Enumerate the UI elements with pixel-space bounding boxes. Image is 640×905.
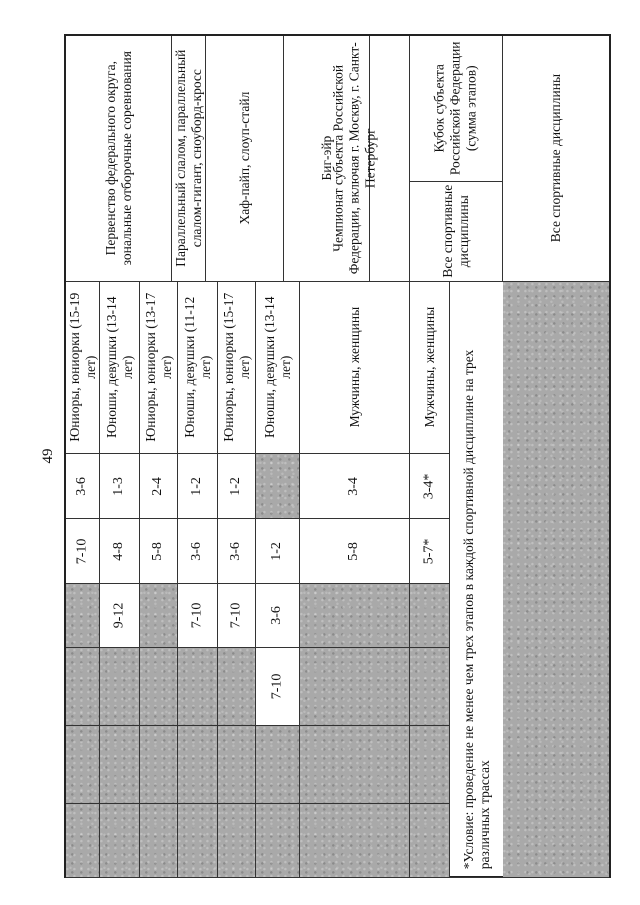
shaded-cell [66, 648, 100, 726]
rank-requirements-table [64, 34, 611, 878]
age-cell [100, 282, 140, 454]
value-cell [100, 584, 140, 648]
shaded-cell [300, 584, 410, 648]
discipline-name: Хаф-пайп, слоуп-стайл [236, 92, 252, 225]
discipline-name: Все спортивные дисциплины [439, 185, 471, 278]
discipline-name: Все спортивные дисциплины [547, 74, 563, 243]
value-cell [218, 519, 256, 584]
value: 7-10 [228, 602, 244, 629]
age-group: Юноши, девушки (13-14 лет) [261, 296, 293, 439]
shaded-cell [218, 804, 256, 878]
value: 5-7* [421, 538, 437, 564]
value-cell [178, 519, 218, 584]
value: 9-12 [111, 602, 127, 629]
age-cell [66, 282, 100, 454]
shaded-cell [178, 726, 218, 804]
shaded-cell [140, 804, 178, 878]
value: 7-10 [74, 538, 90, 564]
value: 4-8 [111, 541, 127, 561]
age-group: Мужчины, женщины [346, 307, 362, 428]
value: 3-6 [269, 606, 285, 625]
shaded-cell [100, 648, 140, 726]
discipline-name: Параллельный слалом, параллельный слалом-гигант, сноуборд-кросс [172, 49, 204, 268]
value: 3-6 [74, 476, 90, 496]
competition-cell-1 [66, 36, 172, 282]
age-cell [300, 282, 410, 454]
discipline-cell [206, 36, 284, 282]
shaded-cell [100, 726, 140, 804]
age-group: Юноши, девушки (13-14 лет) [103, 296, 135, 439]
value-cell [256, 584, 300, 648]
shaded-cell [256, 726, 300, 804]
shaded-cell [300, 648, 410, 726]
value: 2-4 [150, 476, 166, 496]
shaded-cell [300, 726, 410, 804]
value-cell [100, 454, 140, 519]
age-cell [140, 282, 178, 454]
age-cell [256, 282, 300, 454]
discipline-cell [172, 36, 206, 282]
value: 1-2 [228, 476, 244, 496]
shaded-cell [178, 804, 218, 878]
discipline-cell-2 [503, 36, 609, 282]
shaded-cell [100, 804, 140, 878]
value: 7-10 [189, 602, 205, 629]
value: 3-4* [421, 473, 437, 499]
value: 5-8 [346, 541, 362, 561]
age-cell [410, 282, 450, 454]
value-cell [66, 519, 100, 584]
value-cell [300, 454, 410, 519]
shaded-cell [66, 804, 100, 878]
value: 1-2 [189, 476, 205, 496]
shaded-cell [178, 648, 218, 726]
value: 7-10 [269, 673, 285, 700]
value-cell [178, 584, 218, 648]
age-group: Юниоры, юниорки (15-17 лет) [220, 293, 252, 442]
value-cell [100, 519, 140, 584]
shaded-cell [410, 726, 450, 804]
shaded-cell [140, 648, 178, 726]
value-cell [410, 454, 450, 519]
competition-cell-2 [300, 36, 410, 282]
value: 1-3 [111, 476, 127, 496]
value-cell [218, 454, 256, 519]
value-cell [256, 648, 300, 726]
value-cell [256, 519, 300, 584]
shaded-cell [256, 804, 300, 878]
competition-name: Кубок субъекта Российской Федерации (сумма этапов) [431, 41, 480, 176]
shaded-cell [300, 804, 410, 878]
shaded-cell [140, 584, 178, 648]
value-cell [300, 519, 410, 584]
shaded-cell [218, 648, 256, 726]
value-cell [178, 454, 218, 519]
competition-name: Первенство федерального округа, зональные отборочные соревнования [102, 51, 134, 266]
age-cell [218, 282, 256, 454]
competition-cell-3 [410, 36, 503, 182]
discipline-cell [410, 182, 503, 282]
age-cell [178, 282, 218, 454]
value: 3-6 [228, 541, 244, 561]
value-cell [66, 454, 100, 519]
shaded-cell [503, 282, 609, 878]
shaded-cell [256, 454, 300, 519]
value: 3-6 [189, 541, 205, 561]
age-group: Юноши, девушки (11-12 лет) [181, 297, 213, 438]
age-group: Юниоры, юниорки (15-19 лет) [66, 293, 98, 442]
age-group: Мужчины, женщины [421, 307, 437, 428]
competition-name: Чемпионат субъекта Российской Федерации, включая г. Москву, г. Санкт-Петербург [330, 42, 378, 275]
value: 1-2 [269, 541, 285, 561]
shaded-cell [218, 726, 256, 804]
shaded-cell [410, 584, 450, 648]
shaded-cell [66, 726, 100, 804]
value-cell [140, 519, 178, 584]
age-group: Юниоры, юниорки (13-17 лет) [142, 293, 174, 442]
shaded-cell [66, 584, 100, 648]
shaded-cell [140, 726, 178, 804]
discipline-name: Биг-эйр [318, 136, 334, 181]
value-cell [140, 454, 178, 519]
page-number: 49 [40, 448, 56, 464]
value-cell [218, 584, 256, 648]
footnote: *Условие: проведение не менее чем трех этапов в каждой спортивной дисциплине на трех различных трассах [460, 350, 492, 870]
footnote-cell [450, 282, 503, 878]
value-cell [410, 519, 450, 584]
shaded-cell [410, 648, 450, 726]
value: 5-8 [150, 541, 166, 561]
shaded-cell [410, 804, 450, 878]
value: 3-4 [346, 476, 362, 496]
